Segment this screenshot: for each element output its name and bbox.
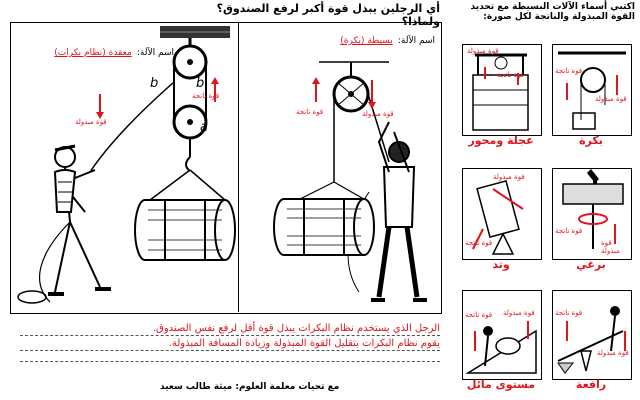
answer-line-1: الرجل الذي يستخدم نظام البكرات يبذل قوة أقل لرفع نفس الصندوق. <box>152 323 440 334</box>
pulley-tag-2: قوة ناتجة <box>555 67 583 75</box>
cell-lever <box>552 290 632 380</box>
wheel-tag-2: قوة ناتجة <box>497 71 525 79</box>
screw-tag-1: قوة ناتجة <box>555 227 583 235</box>
left-effort-label: قوة مبذولة <box>75 118 107 126</box>
side-instructions <box>455 2 635 22</box>
cell-wheel-axle <box>462 44 542 136</box>
cell-wedge <box>462 168 542 260</box>
cell-screw <box>552 168 632 260</box>
man-pulling-left <box>48 146 111 294</box>
answer-line-2: يقوم نظام البكرات بتقليل القوة المبذولة وزيادة المسافة المبذولة. <box>168 338 440 349</box>
left-load-label: قوة ناتجة <box>192 92 220 100</box>
pulley-tag-1: قوة مبذولة <box>595 95 627 103</box>
lever-tag-2: قوة مبذولة <box>597 349 629 357</box>
wheel-tag-1: قوة مبذولة <box>467 47 499 55</box>
answer-area <box>20 323 440 362</box>
rope-label-a: a <box>200 120 208 135</box>
cell-inclined-plane-name: مستوى مائل <box>466 378 536 391</box>
left-machine-label: اسم الآلة: <box>136 48 174 58</box>
incline-tag-1: قوة ناتجة <box>465 311 493 319</box>
man-pulling-right <box>371 122 427 300</box>
right-machine-answer: بسيطة (بكرة) <box>340 36 393 46</box>
left-machine-answer: معقدة (نظام بكرات) <box>54 48 132 58</box>
wedge-tag-2: قوة ناتجة <box>465 239 493 247</box>
screw-tag-2: قوة مبذولة <box>601 239 620 255</box>
right-machine-label: اسم الآلة: <box>397 36 435 46</box>
side-intro-line-1: اكتبي أسماء الآلات البسيطة مع تحديد <box>470 2 635 12</box>
load-arrow-right <box>312 77 320 102</box>
barrel-right <box>274 199 374 255</box>
rope-label-b2: b <box>196 76 205 91</box>
cell-wheel-axle-name: عجلة ومحور <box>468 134 534 147</box>
effort-arrow-left <box>96 94 104 119</box>
side-intro-line-2: القوة المبذولة والناتجة لكل صورة: <box>483 12 635 22</box>
wedge-tag-1: قوة مبذولة <box>493 173 525 181</box>
single-pulley-illustration <box>239 22 439 312</box>
incline-tag-2: قوة مبذولة <box>503 309 535 317</box>
cell-lever-name: رافعة <box>575 378 607 391</box>
cell-wedge-name: وتد <box>492 258 510 271</box>
hook <box>186 157 190 171</box>
teacher-footer: مع تحيات معلمة العلوم: ميثة طالب سعيد <box>160 382 340 392</box>
pulley-system-illustration <box>10 22 238 312</box>
cell-screw-name: برغي <box>576 258 606 271</box>
cell-pulley <box>552 44 632 136</box>
cell-inclined-plane <box>462 290 542 380</box>
rope-coil <box>18 291 46 303</box>
right-effort-label: قوة مبذولة <box>362 110 394 118</box>
question-title: أي الرجلين يبذل قوة أكبر لرفع الصندوق؟ ولماذا؟ <box>216 2 440 28</box>
barrel-left <box>135 200 235 260</box>
pull-rope <box>90 82 174 172</box>
cell-pulley-name: بكرة <box>579 134 603 147</box>
lever-tag-1: قوة ناتجة <box>555 309 583 317</box>
rope-label-b1: b <box>150 76 159 91</box>
right-load-label: قوة ناتجة <box>296 108 324 116</box>
